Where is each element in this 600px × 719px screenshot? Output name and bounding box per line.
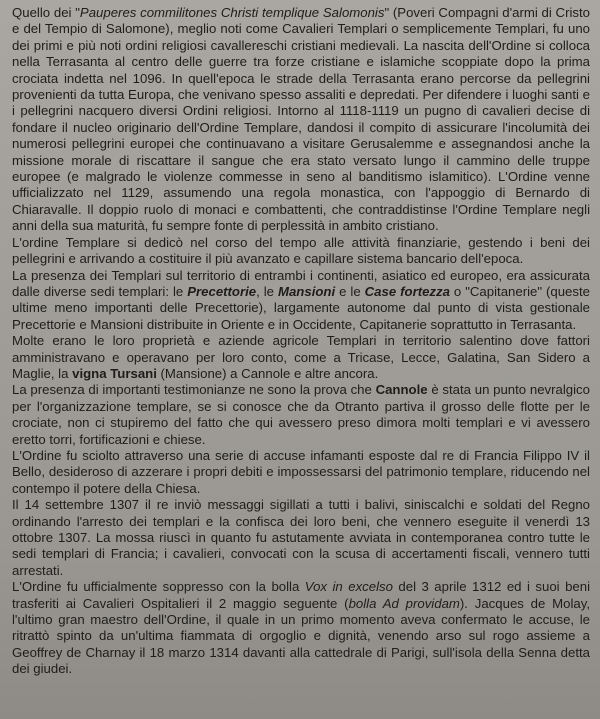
paragraph-finance: L'ordine Templare si dedicò nel corso del tempo alle attività finanziarie, gestendo i beni dei pellegrini e arrivando a costituire il più avanzato e capillare sistema bancario dell'epoca.	[12, 234, 590, 267]
bull-vox-in-excelso: Vox in excelso	[304, 579, 393, 595]
paragraph-arrests: Il 14 settembre 1307 il re inviò messaggi sigillati a tutti i balivi, siniscalchi e soldati del Regno ordinando l'arresto dei templari e la confisca dei loro beni, che vennero eseguite il venerdì 13 ottobre 1307. La mossa riuscì in quanto fu astutamente avviata in contemporanea contro tutte le sedi templari di Francia; i cavalieri, convocati con la scusa di accertamenti fiscali, vennero tutti arrestati.	[12, 497, 590, 578]
latin-order-name: Pauperes commilitones Christi templique Salomonis	[79, 5, 385, 20]
paragraph-seats: La presenza dei Templari sul territorio di entrambi i continenti, asiatico ed europeo, era assicurata dalle diverse sedi templari: le Precettorie, le Mansioni e le Case fortezza o "Capitanerie" (queste ultime meno importanti delle Precettorie), largamente autonome dal punto di vista gestionale Precettorie e Mansioni distribuite in Oriente e in Occidente, Capitanerie soprattutto in Terrasanta.	[12, 267, 590, 332]
paragraph-suppression: L'Ordine fu ufficialmente soppresso con la bolla Vox in excelso del 3 aprile 1312 ed i suoi beni trasferiti ai Cavalieri Ospitalieri il 2 maggio seguente (bolla Ad providam). Jacques de Molay, l'ultimo gran maestro dell'Ordine, il quale in un primo momento aveva confermato le accuse, le ritrattò spinto da un'ultima fiammata di orgoglio e dignità, venendo arso sul rogo assieme a Geoffrey de Charnay il 18 marzo 1314 davanti alla cattedrale di Parigi, sull'isola della Senna detta dei giudei.	[12, 579, 590, 677]
paragraph-salento: Molte erano le loro proprietà e aziende agricole Templari in territorio salentino dove fattori amministravano e operavano per loro conto, come a Tricase, Lecce, Galatina, San Sidero a Maglie, la vigna Tursani (Mansione) a Cannole e altre ancora.	[12, 333, 590, 381]
term-vigna-tursani: vigna Tursani	[72, 365, 157, 381]
bull-ad-providam: bolla Ad providam	[348, 595, 460, 611]
term-precettorie: Precettorie	[187, 283, 257, 299]
term-mansioni: Mansioni	[277, 283, 336, 299]
term-case-fortezza: Case fortezza	[364, 283, 450, 299]
paragraph-cannole: La presenza di importanti testimonianze ne sono la prova che Cannole è stata un punto nevralgico per l'organizzazione templare, se si conosce che da Otranto partiva il grosso delle flotte per le crociate, non ci stupiremo del fatto che qui avessero preso dimora molti templari e vi avessero eretto torri, fortificazioni e chiese.	[12, 382, 590, 447]
paragraph-dissolution: L'Ordine fu sciolto attraverso una serie di accuse infamanti esposte dal re di Francia Filippo IV il Bello, desideroso di azzerare i propri debiti e impossessarsi del patrimonio templare, riducendo nel contempo il potere della Chiesa.	[12, 447, 590, 496]
paragraph-origins: Quello dei "Pauperes commilitones Christi templique Salomonis" (Poveri Compagni d'armi di Cristo e del Tempio di Salomone), meglio noti come Cavalieri Templari o semplicemente Templari, fu uno dei primi e più noti ordini religiosi cavallereschi cristiani medievali. La nascita dell'Ordine si colloca nella Terrasanta al centro delle guerre tra forze cristiane e islamiche scoppiate dopo la prima crociata indetta nel 1096. In quell'epoca le strade della Terrasanta erano percorse da pellegrini provenienti da tutta Europa, che venivano spesso assaliti e depredati. Per difendere i luoghi santi e i pellegrini nacquero diversi Ordini religiosi. Intorno al 1118-1119 un pugno di cavalieri decise di fondare il nucleo originario dell'Ordine Templare, dandosi il compito di assicurare l'incolumità dei numerosi pellegrini europei che continuavano a visitare Gerusalemme e assegnandosi anche la missione morale di riscattare il sangue che era stato versato lungo il cammino delle truppe europee (e malgrado le violenze commesse in seno al banditismo islamitico). L'Ordine venne ufficializzato nel 1129, assumendo una regola monastica, con l'appoggio di Bernardo di Chiaravalle. Il doppio ruolo di monaci e combattenti, che contraddistinse l'Ordine Templare negli anni della sua maturità, fu sempre fonte di perplessità in ambito cristiano.	[12, 5, 590, 234]
term-cannole: Cannole	[375, 382, 428, 398]
